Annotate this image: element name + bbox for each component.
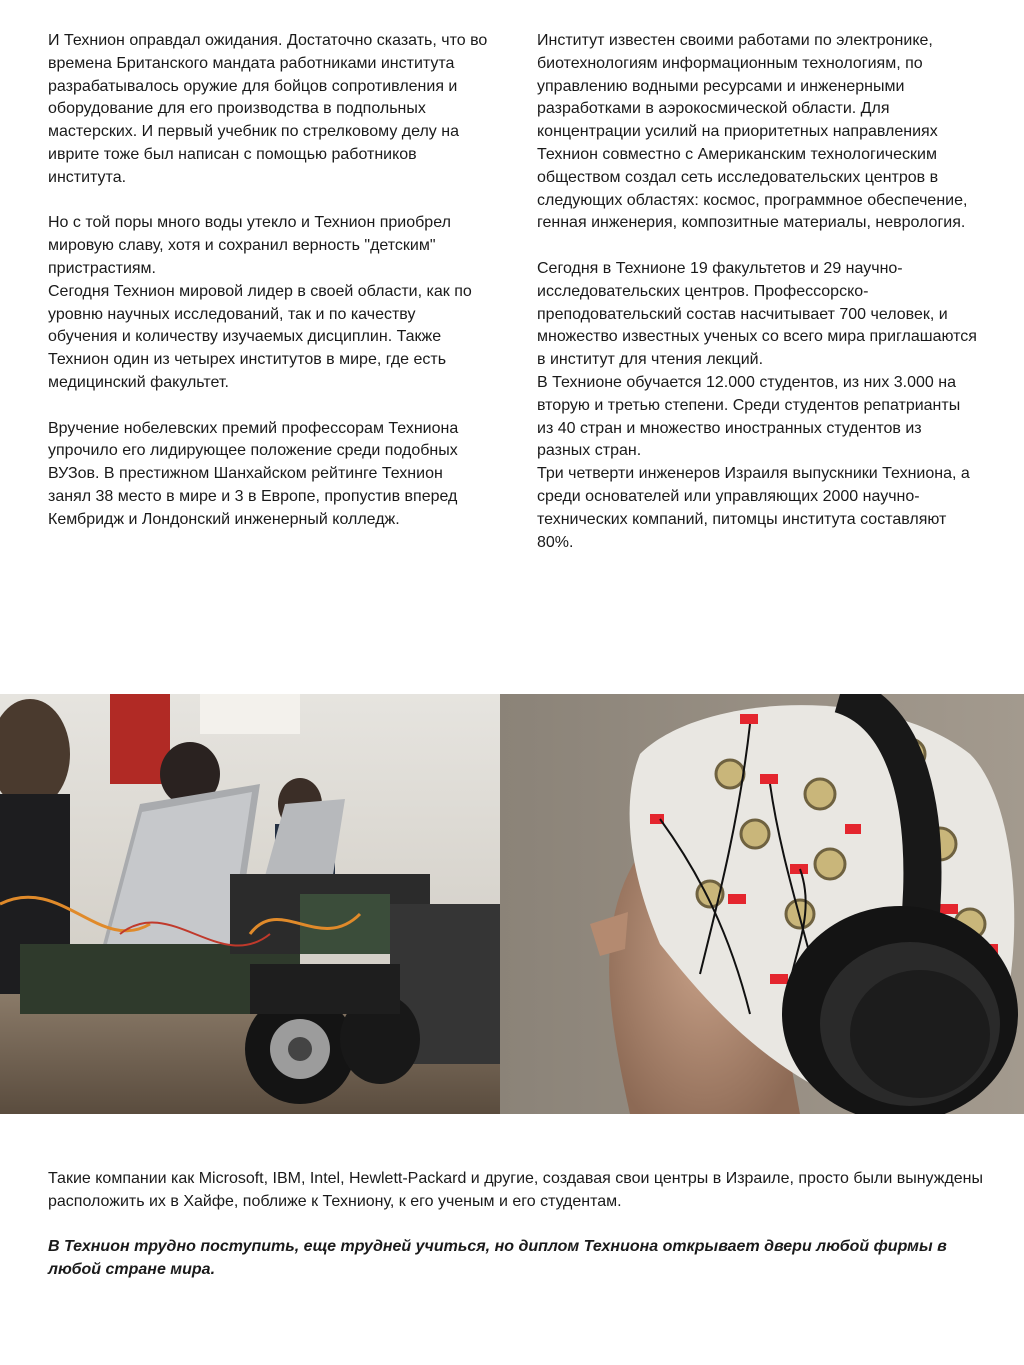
right-paragraph-3: В Технионе обучается 12.000 студентов, из них 3.000 на вторую и третью степени. Среди студентов репатрианты из 40 стран и множество иностранных студентов из разных стран.	[537, 373, 961, 460]
eeg-headset-photo	[500, 694, 1024, 1114]
closing-statement: В Технион трудно поступить, еще трудней учиться, но диплом Техниона открывает двери любой фирмы в любой стране мира.	[48, 1238, 947, 1279]
left-paragraph-4: Вручение нобелевских премий профессорам Техниона упрочило его лидирующее положение среди подобных ВУЗов. В престижном Шанхайском рейтинге Технион занял 38 место в мире и 3 в Европе, пропустив вперед Кембридж и Лондонский инженерный колледж.	[48, 419, 459, 528]
right-text-column	[537, 30, 977, 554]
left-paragraph-2: Но с той поры много воды утекло и Технион приобрел мировую славу, хотя и сохранил верность "детским" пристрастиям.	[48, 214, 451, 277]
photo-strip	[0, 694, 1024, 1114]
right-paragraph-4: Три четверти инженеров Израиля выпускники Техниона, а среди основателей или управляющих 2000 научно-технических компаний, питомцы института составляют 80%.	[537, 465, 970, 551]
right-paragraph-1: Институт известен своими работами по электронике, биотехнологиям информационным технологиям, по управлению водными ресурсами и инженерными разработками в аэрокосмической области. Для концентрации усилий на приоритетных направлениях Технион совместно с Американским технологическим обществом создал сеть исследовательских центров в следующих областях: космос, программное обеспечение, генная инженерия, композитные материалы, неврология.	[537, 32, 968, 232]
robotics-lab-photo	[0, 694, 500, 1114]
bottom-text	[48, 1168, 983, 1305]
right-paragraph-2: Сегодня в Технионе 19 факультетов и 29 научно-исследовательских центров. Профессорско-преподовательский состав насчитывает 700 человек, и множество известных ученых со всего мира приглашаются в институт для чтения лекций.	[537, 259, 977, 369]
bottom-paragraph: Такие компании как Microsoft, IBM, Intel, Hewlett-Packard и другие, создавая свои центры в Израиле, просто были вынуждены расположить их в Хайфе, поближе к Техниону, к его ученым и его студентам.	[48, 1170, 984, 1210]
left-paragraph-3: Сегодня Технион мировой лидер в своей области, как по уровню научных исследований, так и по качеству обучения и количеству изучаемых дисциплин. Также Технион один из четырех институтов в мире, где есть медицинский факультет.	[48, 282, 472, 391]
left-paragraph-1: И Технион оправдал ожидания. Достаточно сказать, что во времена Британского мандата работниками института разрабатывалось оружие для бойцов сопротивления и оборудование для его производства в подпольных мастерских. И первый учебник по стрелковому делу на иврите тоже был написан с помощью работников института.	[48, 32, 488, 186]
left-text-column	[48, 30, 488, 554]
